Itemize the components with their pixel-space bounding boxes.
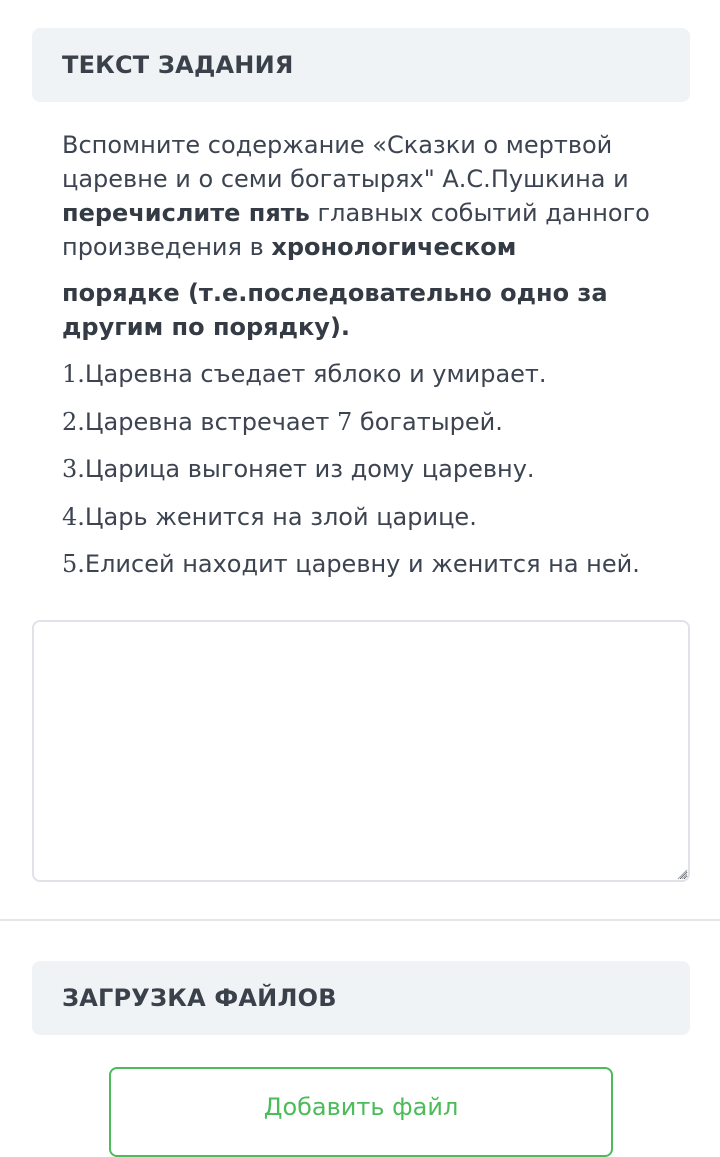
event-item-1 — [62, 357, 662, 391]
task-text — [62, 128, 662, 595]
event-number: 3. — [62, 455, 85, 483]
task-intro-bold-chronological: хронологическом — [271, 233, 517, 261]
event-item-2 — [62, 405, 662, 439]
event-number: 2. — [62, 407, 85, 436]
event-item-5 — [62, 547, 662, 581]
section-divider — [0, 919, 720, 921]
resize-grip-icon[interactable] — [676, 868, 688, 880]
event-text: Царь женится на злой царице. — [84, 502, 477, 531]
event-text-tail: богатырей. — [352, 407, 503, 436]
add-file-button[interactable]: Добавить файл — [109, 1067, 613, 1157]
event-number: 4. — [62, 502, 85, 531]
task-section-title: ТЕКСТ ЗАДАНИЯ — [62, 51, 294, 79]
events-list — [62, 357, 662, 581]
event-text: Царевна съедает яблоко и умирает. — [84, 360, 547, 388]
event-text: Царевна встречает — [84, 407, 337, 436]
answer-textarea[interactable] — [32, 620, 690, 882]
event-text: Елисей находит царевну и женится на ней. — [84, 550, 640, 578]
event-text: Царица выгоняет из дому царевну. — [84, 455, 535, 483]
task-intro — [62, 128, 662, 264]
event-text-number: 7 — [337, 407, 353, 436]
task-intro-bold-order: порядке (т.е.последовательно одно за другим по порядку). — [62, 279, 608, 341]
upload-section-header — [32, 961, 690, 1035]
event-number: 1. — [62, 360, 85, 388]
task-section-header — [32, 28, 690, 102]
event-number: 5. — [62, 550, 85, 578]
task-intro-bold-list-five: перечислите пять — [62, 199, 310, 227]
event-item-4 — [62, 500, 662, 534]
event-item-3 — [62, 452, 662, 486]
upload-section-title: ЗАГРУЗКА ФАЙЛОВ — [62, 984, 337, 1012]
task-intro-part1: Вспомните содержание «Сказки о мертвой царевне и о семи богатырях" А.С.Пушкина и — [62, 131, 629, 193]
task-intro-part2: главных событий данного произведения в — [62, 199, 650, 261]
